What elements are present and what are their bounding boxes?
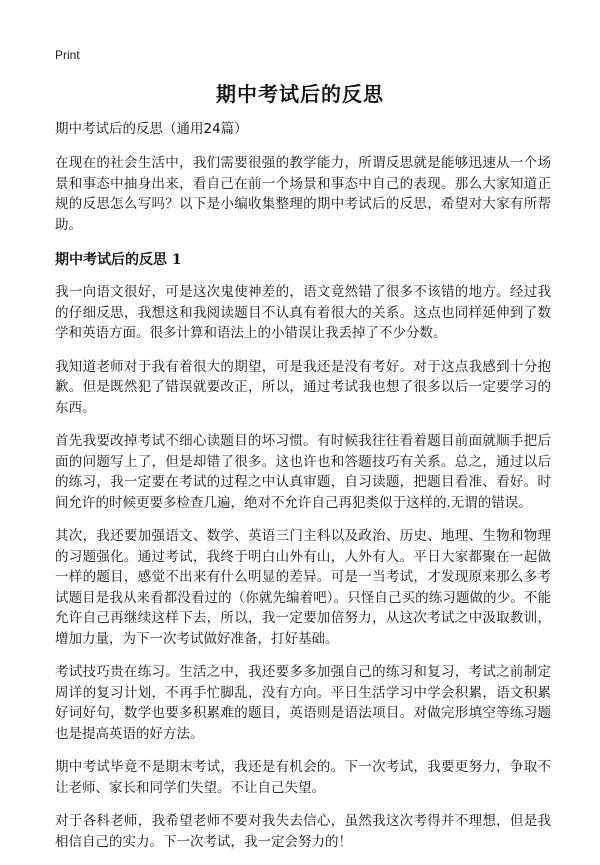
body-paragraph-5: 考试技巧贵在练习。生活之中，我还要多多加强自己的练习和复习，考试之前制定周详的复习计划，不再手忙脚乱，没有方向。平日生活学习中学会积累，语文积累好词好句，数学也要多积累难的题目，英语则是语法项目。对做完形填空等练习题也是提高英语的好方法。 bbox=[55, 664, 551, 742]
body-paragraph-3: 首先我要改掉考试不细心读题目的坏习惯。有时候我往往看着题目前面就顺手把后面的问题写上了，但是却错了很多。这也许也和答题技巧有关系。总之，通过以后的练习，我一定要在考试的过程之中认真审题，自习读题，把题目看准、看好。时间允许的时候更要多检查几遍，绝对不允许自己再犯类似于这样的.无谓的错误。 bbox=[55, 433, 551, 511]
section-heading: 期中考试后的反思 1 bbox=[55, 252, 182, 268]
document-body bbox=[55, 119, 551, 865]
body-paragraph-1: 我一向语文很好，可是这次鬼使神差的，语文竟然错了很多不该错的地方。经过我的仔细反思，我想这和我阅读题目不认真有着很大的关系。这点也同样延伸到了数学和英语方面。很多计算和语法上的小错误让我丢掉了不少分数。 bbox=[55, 284, 551, 341]
page-title: 期中考试后的反思 bbox=[216, 82, 384, 106]
body-paragraph-7: 对于各科老师，我希望老师不要对我失去信心，虽然我这次考得并不理想，但是我相信自己的实力。下一次考试，我一定会努力的！ bbox=[55, 813, 551, 850]
body-paragraph-2: 我知道老师对于我有着很大的期望，可是我还是没有考好。对于这点我感到十分抱歉。但是既然犯了错误就要改正，所以，通过考试我也想了很多以后一定要学习的东西。 bbox=[55, 358, 551, 416]
body-paragraph-6: 期中考试毕竟不是期末考试，我还是有机会的。下一次考试，我要更努力，争取不让老师、家长和同学们失望。不让自己失望。 bbox=[55, 759, 551, 796]
print-link[interactable]: Print bbox=[55, 48, 80, 62]
document-subtitle: 期中考试后的反思（通用24篇） bbox=[55, 121, 248, 137]
intro-paragraph: 在现在的社会生活中，我们需要很强的教学能力，所谓反思就是能够迅速从一个场景和事态中抽身出来，看自己在前一个场景和事态中自己的表现。那么大家知道正规的反思怎么写吗？以下是小编收集整理的期中考试后的反思，希望对大家有所帮助。 bbox=[55, 155, 551, 233]
body-paragraph-4: 其次，我还要加强语文、数学、英语三门主科以及政治、历史、地理、生物和物理的习题强化。通过考试，我终于明白山外有山，人外有人。平日大家都聚在一起做一样的题目，感觉不出来有什么明显的差异。可是一当考试，才发现原来那么多考试题目是我从来看都没看过的（你就先编着吧）。只怪自己买的练习题做的少。不能允许自己再继续这样下去，所以，我一定要加倍努力，从这次考试之中汲取教训，增加力量，为下一次考试做好准备，打好基础。 bbox=[55, 528, 551, 647]
